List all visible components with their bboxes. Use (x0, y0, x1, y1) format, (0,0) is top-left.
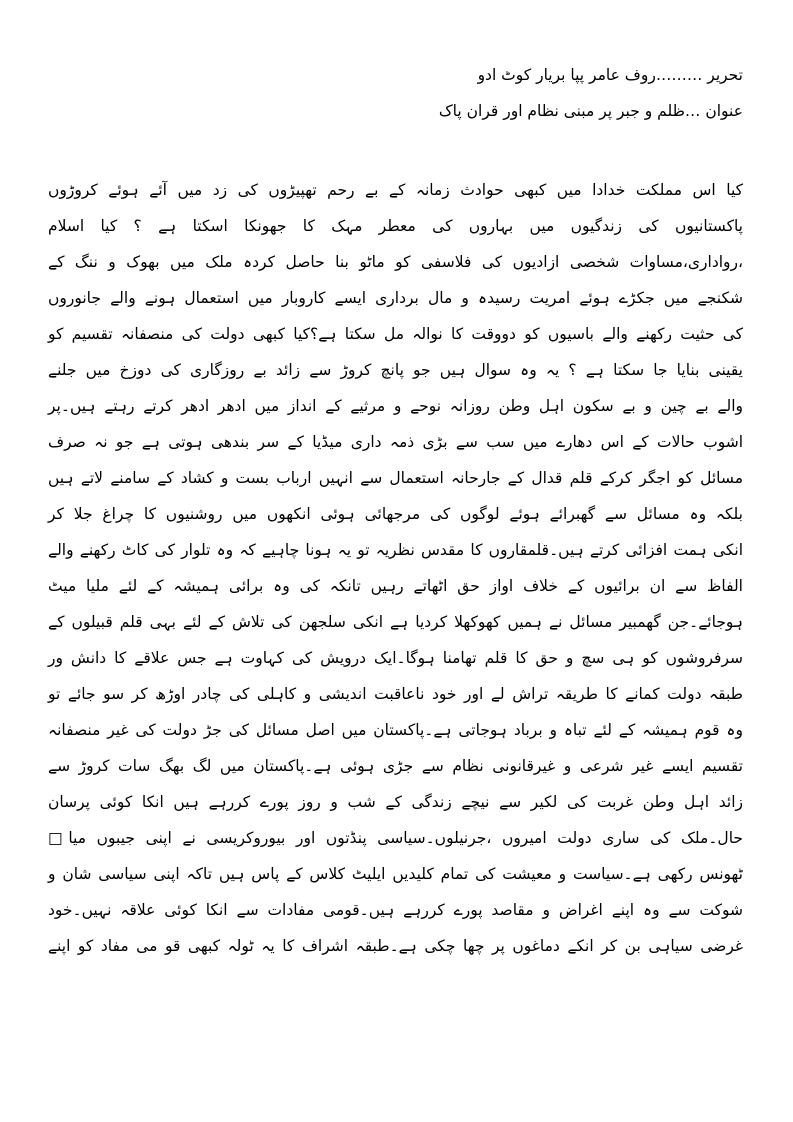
body-line: ،رواداری،مساوات شخصی ازادیوں کی فلاسفی کو ماٹو بنا حاصل کردہ ملک میں بھوک و ننگ کے (48, 253, 743, 271)
body-line: انکی ہمت افزائی کرتے ہیں۔قلمقاروں کا مقدس نظریہ تو یہ ہونا چاہیے کہ وہ تلوار کی کاٹ رکھنے والے (48, 541, 743, 559)
body-line: کی حثیت رکھنے والے باسیوں کو دووقت کا نوالہ مل سکتا ہے؟کیا کبھی دولت کی منصفانہ تقسیم کو (48, 325, 743, 343)
body-line: زائد اہل وطن غربت کی لکیر سے نیچے زندگی کے شب و روز پورے کررہے ہیں انکا کوئی پرسان (48, 793, 743, 811)
body-line: بلکہ وہ مسائل سے گھبرائے ہوئے لوگوں کی مرجھائی ہوئی انکھوں میں روشنیوں کا چراغ جلا کر (48, 505, 743, 523)
body-line: والے بے چین و بے سکون اہل وطن روزانہ نوحے و مرثیے کے انداز میں ادھر ادھر کرتے رہتے ہیں۔پر (48, 397, 743, 415)
body-line: تقسیم ایسے غیر شرعی و غیرقانونی نظام سے جڑی ہوئی ہے۔پاکستان میں لگ بھگ سات کروڑ سے (48, 757, 743, 775)
body-line: الفاظ سے ان برائیوں کے خلاف اواز حق اٹھاتے رہیں تانکہ کی وہ برائی ہمیشہ کے لئے ملیا میٹ (48, 577, 743, 595)
body-line: ہوجائے۔جن گھمبیر مسائل نے ہمیں کھوکھلا کردیا ہے انکی سلجھن کی تلاش کے لئے بہی قلم قبیلوں کے (48, 613, 743, 631)
body-line: کیا اس مملکت خدادا میں کبھی حوادث زمانہ کے بے رحم تھپیڑوں کی زد میں آئے ہوئے کروڑوں (48, 181, 743, 199)
body-line: شوکت سے وہ اپنے اغراض و مقاصد پورے کررہے ہیں۔قومی مفادات سے انکا کوئی علاقہ نہیں۔خود (48, 901, 743, 919)
body-line: پاکستانیوں کی زندگیوں میں بہاروں کی معطر مہک کا جھونکا اسکتا ہے ؟ کیا اسلام (48, 217, 743, 235)
body-line: ٹھونس رکھی ہے۔سیاست و معیشت کی تمام کلیدیں ایلیٹ کلاس کے پاس ہیں تاکہ اپنی سیاسی شان و (48, 865, 743, 883)
body-line: اشوب حالات کے اس دھارے میں سب سے بڑی ذمہ داری میڈیا کے سر بندھی ہوتی ہے جو نہ صرف (48, 433, 743, 451)
body-line: یقینی بنایا جا سکتا ہے ؟ یہ وہ سوال ہیں جو پانچ کروڑ سے زائد بے روزگاری کی دوزخ میں جلنے (48, 361, 743, 379)
body-line: سرفروشوں کو ہی سچ و حق کا قلم تھامنا ہوگا۔ایک درویش کی کہاوت ہے جس علاقے کا دانش ور (48, 649, 743, 667)
author-line: تحریر ………روف عامر پپا بریار کوٹ ادو (477, 66, 743, 84)
body-line: حال۔ملک کی ساری دولت امیروں ،جرنیلوں۔سیاسی پنڈتوں اور بیوروکریسی نے اپنی جیبوں میا□ (48, 829, 743, 847)
body-line: شکنجے میں جکڑے ہوئے امریت رسیدہ و مال برداری ایسے کاروبار میں استعمال ہونے والے جانوروں (48, 289, 743, 307)
body-line: طبقہ دولت کمانے کا طریقہ تراش لے اور خود ناعاقبت اندیشی و کاہلی کی چادر اوڑھ کر سو جائے تو (48, 685, 743, 703)
body-line: وہ قوم ہمیشہ کے لئے تباہ و برباد ہوجاتی ہے۔پاکستان میں اصل مسائل کی جڑ دولت کی غیر منصفانہ (48, 721, 743, 739)
body-line: غرضی سیاہی بن کر انکے دماغوں پر چھا چکی ہے۔طبقہ اشراف کا یہ ٹولہ کبھی قو می مفاد کو اپنے (48, 937, 743, 955)
body-line: مسائل کو اجگر کرکے قلم قدال کے جارحانہ استعمال سے انہیں ارباب بست و کشاد کے سامنے لاتے ہیں (48, 469, 743, 487)
article-title: عنوان …ظلم و جبر پر مبنی نظام اور قران پاک (438, 102, 743, 120)
